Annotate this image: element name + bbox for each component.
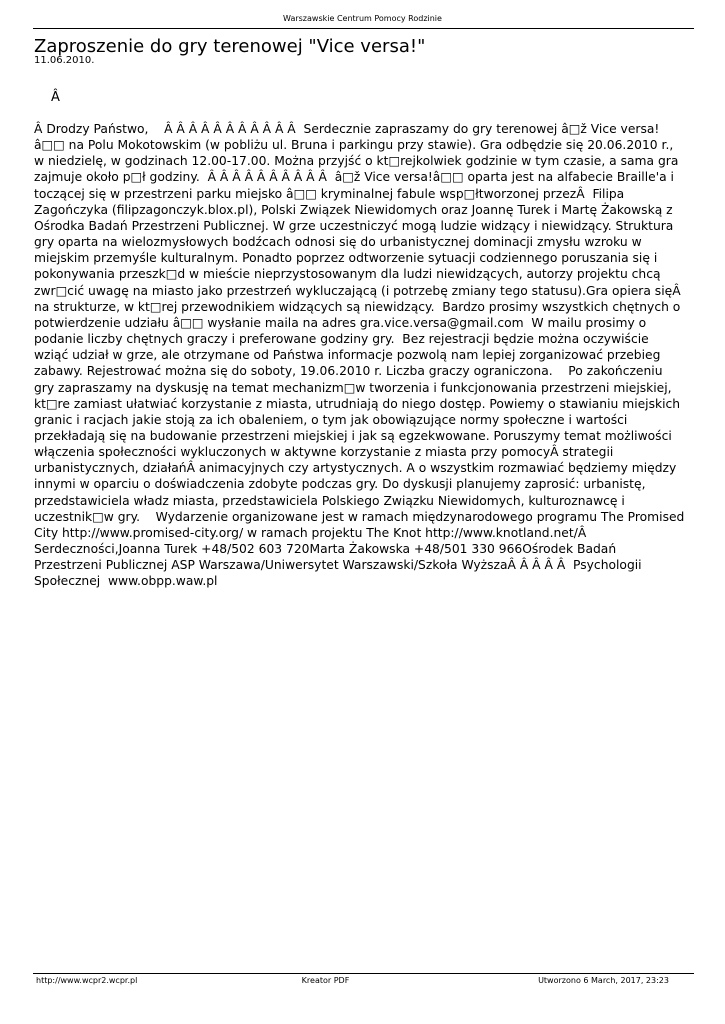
footer-divider <box>33 973 694 974</box>
article-date: 11.06.2010. <box>34 55 95 66</box>
footer-created-date: Utworzono 6 March, 2017, 23:23 <box>538 976 669 985</box>
header-divider <box>33 28 694 29</box>
page-header-site-name: Warszawskie Centrum Pomocy Rodzinie <box>283 14 442 23</box>
stray-character: Â <box>51 90 60 105</box>
article-body: Â Drodzy Państwo, Â Â Â Â Â Â Â Â Â Â Â Serdecznie zapraszamy do gry terenowej â□ž Vice versa!â□□ na Polu Mokotowskim (w pobliżu ul. Bruna i parkingu przy stawie). Gra odbędzie się 20.06.2010 r., w niedzielę, w godzinach 12.00-17.00. Można przyjść o kt□rejkolwiek godzinie w tym czasie, a sama gra zajmuje około p□ł godziny. Â Â Â Â Â Â Â Â Â Â â□ž Vice versa!â□□ oparta jest na alfabecie Braille'a i toczącej się w przestrzeni parku miejsko â□□ kryminalnej fabule wsp□łtworzonej przezÂ Filipa Zagończyka (filipzagonczyk.blox.pl), Polski Związek Niewidomych oraz Joannę Turek i Martę Żakowską z Ośrodka Badań Przestrzeni Publicznej. W grze uczestniczyć mogą ludzie widzący i niewidzący. Struktura gry oparta na wielozmysłowych bodźcach odnosi się do urbanistycznej dominacji zmysłu wzroku w miejskim przemyśle kulturalnym. Ponadto poprzez odtworzenie sytuacji codziennego poruszania się i pokonywania przeszk□d w mieście nieprzystosowanym dla ludzi niewidzących, autorzy projektu chcą zwr□cić uwagę na miasto jako przestrzeń wykluczającą (i potrzebę zmiany tego statusu).Gra opiera sięÂ na strukturze, w kt□rej przewodnikiem widzących są niewidzący. Bardzo prosimy wszystkich chętnych o potwierdzenie udziału â□□ wysłanie maila na adres gra.vice.versa@gmail.com W mailu prosimy o podanie liczby chętnych graczy i preferowane godziny gry. Bez rejestracji będzie można oczywiście wziąć udział w grze, ale otrzymane od Państwa informacje pozwolą nam lepiej zorganizować przebieg zabawy. Rejestrować można się do soboty, 19.06.2010 r. Liczba graczy ograniczona. Po zakończeniu gry zapraszamy na dyskusję na temat mechanizm□w tworzenia i funkcjonowania przestrzeni miejskiej, kt□re zamiast ułatwiać korzystanie z miasta, utrudniają do niego dostęp. Powiemy o stawianiu miejskich granic i racjach jakie stoją za ich obaleniem, o tym jak obowiązujące normy społeczne i wartości przekładają się na budowanie przestrzeni miejskiej i jak są egzekwowane. Poruszymy temat możliwości włączenia społeczności wykluczonych w aktywne korzystanie z miasta przy pomocyÂ strategii urbanistycznych, działańÂ animacyjnych czy artystycznych. A o wszystkim rozmawiać będziemy między innymi w oparciu o doświadczenia zdobyte podczas gry. Do dyskusji planujemy zaprosić: urbanistę, przedstawiciela władz miasta, przedstawiciela Polskiego Związku Niewidomych, kulturoznawcę i uczestnik□w gry. Wydarzenie organizowane jest w ramach międzynarodowego programu The Promised City http://www.promised-city.org/ w ramach projektu The Knot http://www.knotland.net/Â Serdeczności,Joanna Turek +48/502 603 720Marta Żakowska +48/501 330 966Ośrodek Badań Przestrzeni Publicznej ASP Warszawa/Uniwersytet Warszawski/Szkoła WyższaÂ Â Â Â Â Psychologii Społecznej www.obpp.waw.pl <box>34 122 689 589</box>
footer-generator: Kreator PDF <box>301 976 350 985</box>
article-title: Zaproszenie do gry terenowej "Vice versa!" <box>34 36 426 57</box>
footer-url: http://www.wcpr2.wcpr.pl <box>36 976 138 985</box>
